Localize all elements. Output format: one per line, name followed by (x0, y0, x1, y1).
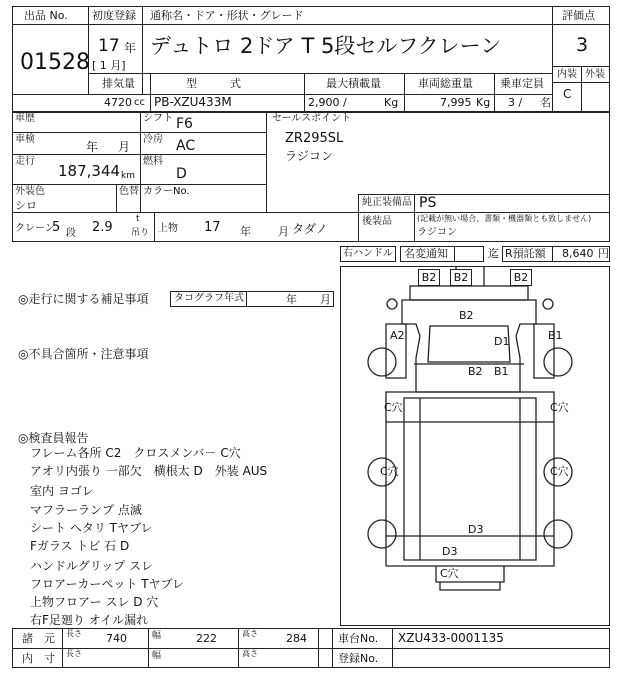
mileage-label: 走行 (15, 156, 35, 167)
displacement-unit: cc (134, 97, 145, 108)
width-value: 222 (196, 632, 217, 645)
inspector-report-label: ◎検査員報告 (18, 431, 89, 445)
damage-mark: A2 (390, 329, 405, 342)
defects-label: ◎不具合箇所・注意事項 (18, 347, 149, 361)
tachograph-year: 年 (286, 293, 297, 306)
upper-year: 17 (204, 220, 221, 235)
shift-label: シフト (143, 113, 173, 124)
interior-width-label: 幅 (152, 651, 162, 661)
damage-mark: C穴 (384, 401, 403, 414)
inspection-label: 車検 (15, 134, 35, 145)
interior-grade-value: C (563, 87, 572, 101)
color-value: シロ (15, 199, 37, 212)
height-value: 284 (286, 632, 307, 645)
damage-mark: B1 (548, 329, 563, 342)
first-reg-year-unit: 年 (124, 41, 137, 55)
grade-label: 評価点 (562, 9, 595, 22)
inspection-month: 月 (118, 140, 131, 154)
color-change-label: 色替 (119, 186, 139, 197)
width-label: 幅 (152, 631, 162, 641)
color-label: 外装色 (15, 186, 45, 197)
gross-weight-value: 7,995 (440, 96, 472, 109)
capacity-unit: 名 (540, 96, 551, 109)
recycle-value: 8,640 (562, 247, 594, 260)
model-label: 型 式 (186, 77, 241, 90)
displacement-label: 排気量 (102, 77, 135, 90)
recycle-label: R預託額 (505, 247, 546, 260)
displacement-value: 4720 (104, 96, 132, 109)
damage-mark: B2 (418, 269, 440, 286)
ac-value: AC (176, 138, 196, 154)
remaining-label: 迄 (488, 247, 499, 260)
aftermarket-label: 後装品 (362, 216, 392, 227)
color-number-label: カラーNo. (143, 186, 190, 197)
damage-mark: B2 (510, 269, 532, 286)
damage-mark: D3 (442, 545, 458, 558)
lot-number: 01528 (20, 50, 90, 75)
lot-label: 出品 No. (24, 9, 68, 22)
truck-outline (340, 266, 610, 626)
steering-value: 右ハンドル (343, 248, 393, 259)
interior-height-label: 高さ (242, 649, 258, 658)
chassis-value: XZU433-0001135 (398, 631, 504, 645)
inspector-line: マフラーランプ 点滅 (30, 503, 142, 517)
length-value: 740 (106, 632, 127, 645)
ac-label: 冷房 (143, 134, 163, 145)
crane-stage-unit: 段 (66, 228, 76, 239)
tachograph-label: タコグラフ年式 (174, 293, 244, 304)
mileage-unit: km (121, 171, 135, 181)
inspector-line: 上物フロアー スレ D 穴 (30, 595, 159, 609)
inspector-line: Fガラス トビ 石 D (30, 539, 130, 553)
damage-mark: C穴 (380, 465, 399, 478)
inspector-line: 室内 ヨゴレ (30, 484, 94, 498)
damage-mark: B1 (494, 365, 509, 378)
upper-year-unit: 年 (240, 225, 251, 238)
height-label: 高さ (242, 629, 258, 638)
chassis-label: 車台No. (338, 632, 379, 645)
sales-points-label: セールスポイント (272, 113, 352, 124)
inspector-line: ハンドルグリップ スレ (30, 559, 154, 573)
gross-weight-unit: Kg (476, 96, 491, 109)
capacity-value: 3 / (508, 96, 523, 109)
model-value: PB-XZU433M (154, 95, 232, 109)
upper-maker: タダノ (292, 222, 328, 236)
capacity-label: 乗車定員 (500, 77, 544, 90)
damage-mark: C穴 (550, 401, 569, 414)
interior-dims-label: 内 寸 (22, 652, 55, 665)
history-label: 車歴 (15, 113, 35, 124)
damage-mark: C穴 (550, 465, 569, 478)
exterior-grade-label: 外装 (585, 69, 605, 80)
first-reg-label: 初度登録 (92, 9, 136, 22)
name-change-label: 名変通知 (404, 247, 448, 260)
name-label: 通称名・ドア・形状・グレード (150, 9, 304, 22)
interior-length-label: 長さ (66, 649, 82, 658)
inspector-line: フロアーカーペット Tヤブレ (30, 577, 185, 591)
upper-label: 上物 (158, 223, 178, 234)
damage-mark: B2 (459, 309, 474, 322)
aftermarket-note: (記載が無い場合、書類・機器類とも致しません) (417, 214, 592, 223)
payload-label: 最大積載量 (326, 77, 381, 90)
damage-mark: C穴 (440, 567, 459, 580)
aftermarket-value: ラジコン (417, 227, 457, 238)
first-reg-month: [ 1 月] (92, 59, 126, 72)
sales-point-1: ZR295SL (285, 131, 344, 146)
grade-value: 3 (576, 34, 589, 56)
damage-mark: B2 (450, 269, 472, 286)
crane-stages: 5 (52, 220, 61, 235)
payload-value: 2,900 / (308, 96, 347, 109)
inspector-line: シート ヘタリ Tヤブレ (30, 521, 153, 535)
first-reg-year: 17 (98, 36, 120, 56)
inspector-line: アオリ内張り 一部欠 横根太 D 外装 AUS (30, 464, 268, 478)
equipment-value: PS (419, 195, 437, 211)
interior-grade-label: 内装 (557, 69, 577, 80)
shift-value: F6 (176, 116, 193, 132)
damage-mark: D3 (468, 523, 484, 536)
crane-label: クレーン (15, 223, 55, 234)
vehicle-name: デュトロ 2ドア T 5段セルフクレーン (150, 34, 502, 58)
upper-month-unit: 月 (278, 225, 289, 238)
sales-point-2: ラジコン (285, 149, 334, 163)
fuel-value: D (176, 166, 187, 182)
recycle-unit: 円 (598, 247, 609, 260)
inspection-year: 年 (86, 140, 99, 154)
mileage-value: 187,344 (58, 162, 121, 180)
payload-unit: Kg (384, 96, 399, 109)
inspector-line: 右F足廻り オイル漏れ (30, 613, 149, 627)
inspector-line: フレーム各所 C2 クロスメンバ－ C穴 (30, 446, 241, 460)
registration-label: 登録No. (338, 652, 379, 665)
length-label: 長さ (66, 629, 82, 638)
fuel-label: 燃料 (143, 156, 163, 167)
crane-capacity-unit-bottom: 吊り (131, 228, 150, 238)
crane-capacity: 2.9 (92, 220, 113, 235)
damage-mark: D1 (494, 335, 510, 348)
dims-label: 諸 元 (22, 632, 55, 645)
tachograph-month: 月 (320, 293, 331, 306)
gross-weight-label: 車両総重量 (418, 77, 473, 90)
damage-mark: B2 (468, 365, 483, 378)
equipment-label: 純正装備品 (362, 197, 412, 208)
driving-notes-label: ◎走行に関する補足事項 (18, 292, 149, 306)
crane-capacity-unit-top: t (136, 214, 140, 224)
